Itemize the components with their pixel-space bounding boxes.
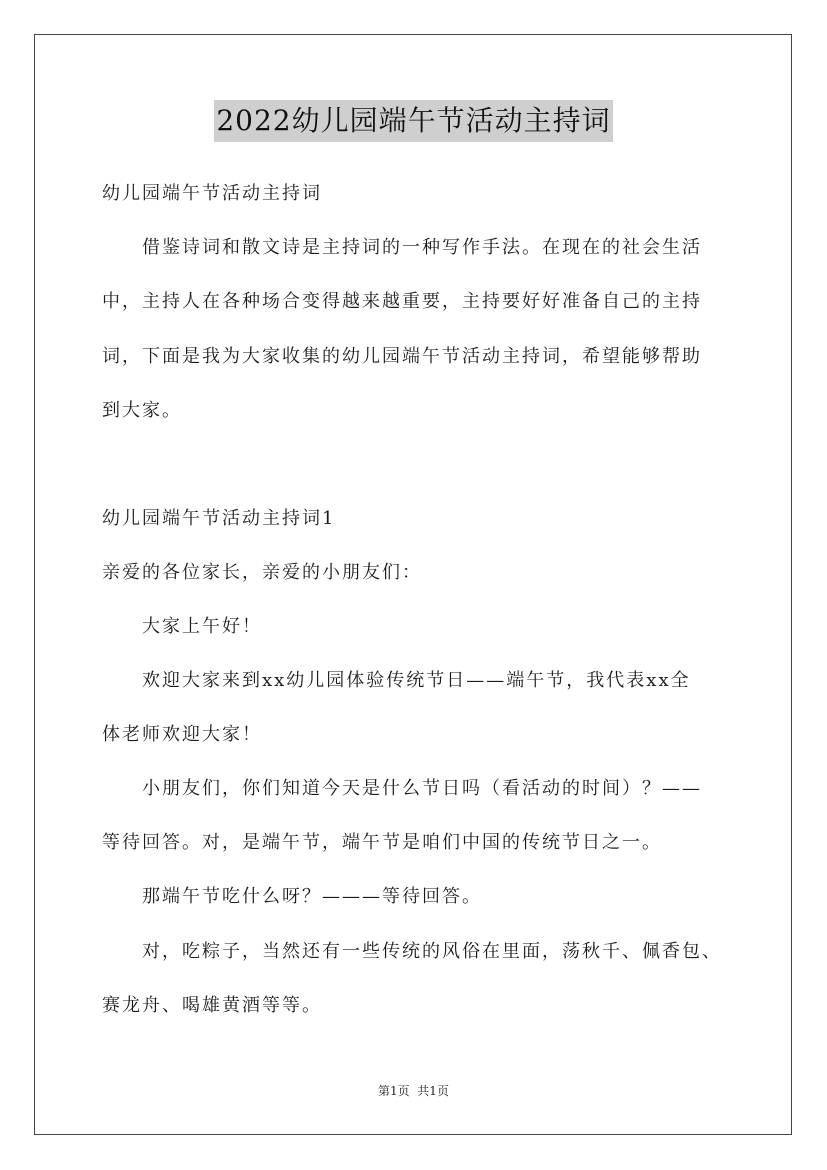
paragraph-line: 亲爱的各位家长，亲爱的小朋友们： bbox=[102, 562, 422, 583]
paragraph-line: 等待回答。对，是端午节，端午节是咱们中国的传统节日之一。 bbox=[102, 832, 662, 853]
document-title-text: 2022幼儿园端午节活动主持词 bbox=[214, 100, 612, 142]
paragraph-line: 对，吃粽子，当然还有一些传统的风俗在里面，荡秋千、佩香包、 bbox=[142, 941, 722, 962]
paragraph-line: 词，下面是我为大家收集的幼儿园端午节活动主持词，希望能够帮助 bbox=[102, 346, 702, 367]
paragraph-line: 借鉴诗词和散文诗是主持词的一种写作手法。在现在的社会生活 bbox=[142, 237, 702, 258]
paragraph-line: 大家上午好！ bbox=[142, 616, 262, 637]
paragraph-line: 到大家。 bbox=[102, 400, 182, 421]
paragraph-line: 小朋友们，你们知道今天是什么节日吗（看活动的时间）？—— bbox=[142, 778, 702, 799]
paragraph-line: 中，主持人在各种场合变得越来越重要，主持要好好准备自己的主持 bbox=[102, 291, 702, 312]
paragraph-line: 体老师欢迎大家！ bbox=[102, 724, 262, 745]
section-heading: 幼儿园端午节活动主持词 bbox=[102, 183, 322, 204]
page-footer: 第1页 共1页 bbox=[378, 1084, 449, 1098]
section-heading: 幼儿园端午节活动主持词1 bbox=[102, 508, 336, 529]
paragraph-line: 欢迎大家来到xx幼儿园体验传统节日——端午节，我代表xx全 bbox=[142, 670, 691, 691]
paragraph-line: 那端午节吃什么呀？———等待回答。 bbox=[142, 886, 482, 907]
document-title bbox=[0, 100, 827, 142]
paragraph-line: 赛龙舟、喝雄黄酒等等。 bbox=[102, 995, 322, 1016]
